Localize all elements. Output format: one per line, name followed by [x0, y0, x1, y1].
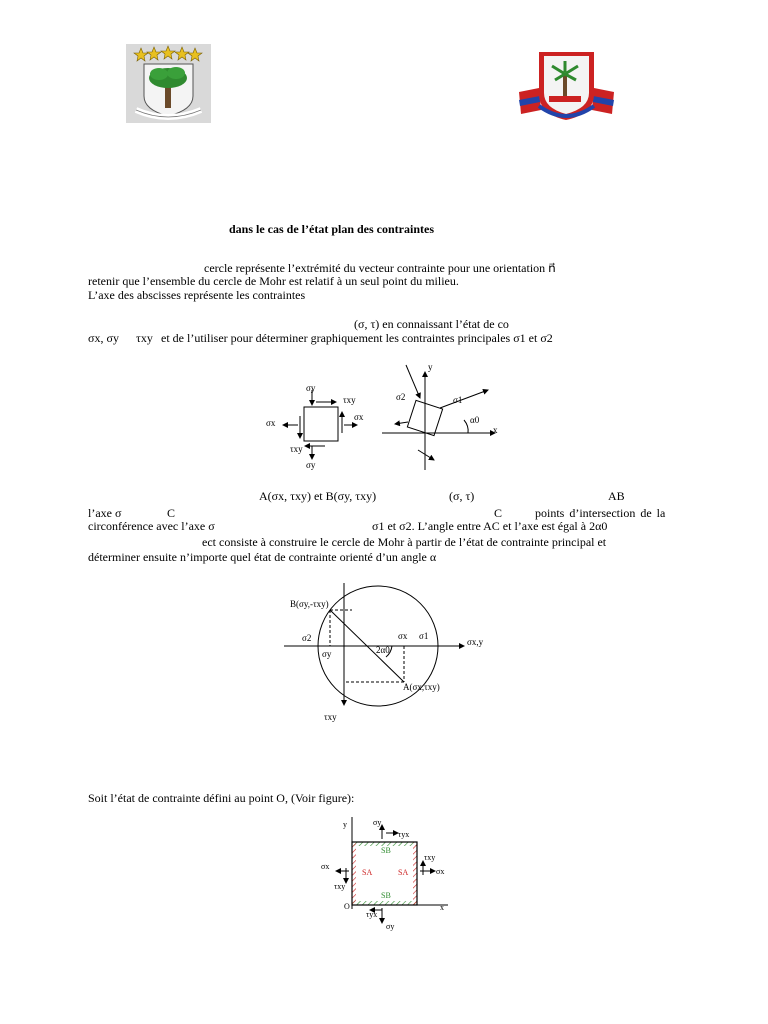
fig1-sigma-y-top: σy [306, 383, 316, 393]
para3-line3-end: σ1 et σ2. L’angle entre AC et l’axe est égal à 2α0 [372, 519, 608, 533]
fig3-sigma-y-bottom: σy [386, 922, 395, 931]
fig2-point-a: A(σx,τxy) [403, 682, 440, 692]
section-heading: dans le cas de l’état plan des contraintes [229, 222, 434, 236]
para3-points-ab: A(σx, τxy) et B(σy, τxy) [259, 489, 377, 503]
stress-state-figure [318, 813, 468, 935]
fig2-sigma-x: σx [398, 631, 408, 641]
fig1-sigma-x-left: σx [266, 418, 276, 428]
para3-line2-start: l’axe σ [88, 506, 122, 520]
fig3-s-a-right: SA [398, 868, 409, 877]
para4: Soit l’état de contrainte défini au point O, (Voir figure): [88, 791, 355, 805]
para3-line4: ect consiste à construire le cercle de Mohr à partir de l’état de contrainte principal et [202, 535, 607, 549]
fig2-two-alpha: 2α0 [376, 645, 390, 655]
fig3-axis-x: x [440, 903, 444, 912]
para1-line1: cercle représente l’extrémité du vecteur contrainte pour une orientation n⃗ [204, 261, 556, 275]
fig2-sigma-y: σy [322, 649, 332, 659]
fig2-axis-sigma: σx,y [467, 637, 484, 647]
para1-line2: retenir que l’ensemble du cercle de Mohr est relatif à un seul point du milieu. [88, 274, 459, 288]
para3-segment-ab: AB [608, 489, 625, 503]
equatorial-guinea-coat-of-arms-icon [126, 44, 211, 123]
stress-element-figure [250, 360, 510, 475]
fig3-tau-yx-top: τyx [398, 830, 410, 839]
university-crest-icon [519, 44, 614, 123]
fig3-tau-xy-right: τxy [424, 853, 436, 862]
fig1-axis-y: y [428, 362, 433, 372]
fig1-sigma1: σ1 [453, 395, 463, 405]
para2-stress-components: σx, σy [88, 331, 119, 345]
fig3-s-b-bottom: SB [381, 891, 391, 900]
fig3-s-a-left: SA [362, 868, 373, 877]
fig1-sigma-y-bottom: σy [306, 460, 316, 470]
fig3-sigma-y-top: σy [373, 818, 382, 827]
right-emblem [519, 44, 614, 123]
stress-square [304, 407, 338, 441]
para3-line3-start: circonférence avec l’axe σ [88, 519, 215, 533]
fig3-s-b-top: SB [381, 846, 391, 855]
para3-line5: déterminer ensuite n’importe quel état de contrainte orienté d’un angle α [88, 550, 437, 564]
fig3-tau-xy-left: τxy [334, 882, 346, 891]
fig2-axis-tau: τxy [324, 712, 337, 722]
left-emblem [126, 44, 211, 123]
element-right-face [413, 842, 417, 905]
para3-sigma-tau-pair: (σ, τ) [449, 489, 475, 503]
fig3-axis-y: y [343, 820, 347, 829]
para1-line3: L’axe des abscisses représente les contraintes [88, 288, 306, 302]
fig3-origin: O [344, 902, 350, 911]
fig2-sigma2: σ2 [302, 633, 312, 643]
para2-line1: (σ, τ) en connaissant l’état de co [354, 317, 509, 331]
fig3-tau-yx-bottom: τyx [366, 910, 378, 919]
fig1-tau-xy-top: τxy [343, 395, 356, 405]
fig3-sigma-x-left: σx [321, 862, 330, 871]
element-left-face [352, 842, 356, 905]
fig1-alpha0: α0 [470, 415, 480, 425]
fig2-point-b: B(σy,-τxy) [290, 599, 329, 609]
para3-center-c-2: C [494, 506, 503, 520]
fig1-axis-x: x [493, 425, 498, 435]
fig3-sigma-x-right: σx [436, 867, 445, 876]
para3-line2-end: points d’intersection de la [535, 506, 666, 520]
fig2-sigma1: σ1 [419, 631, 429, 641]
fig1-tau-xy-bottom: τxy [290, 444, 303, 454]
para2-line2: et de l’utiliser pour déterminer graphiquement les contraintes principales σ1 et σ2 [161, 331, 553, 345]
para2-shear-component: τxy [136, 331, 153, 345]
mohr-circle-figure [278, 583, 508, 725]
fig1-sigma-x-right: σx [354, 412, 364, 422]
para3-center-c-1: C [167, 506, 176, 520]
fig1-sigma2: σ2 [396, 392, 406, 402]
